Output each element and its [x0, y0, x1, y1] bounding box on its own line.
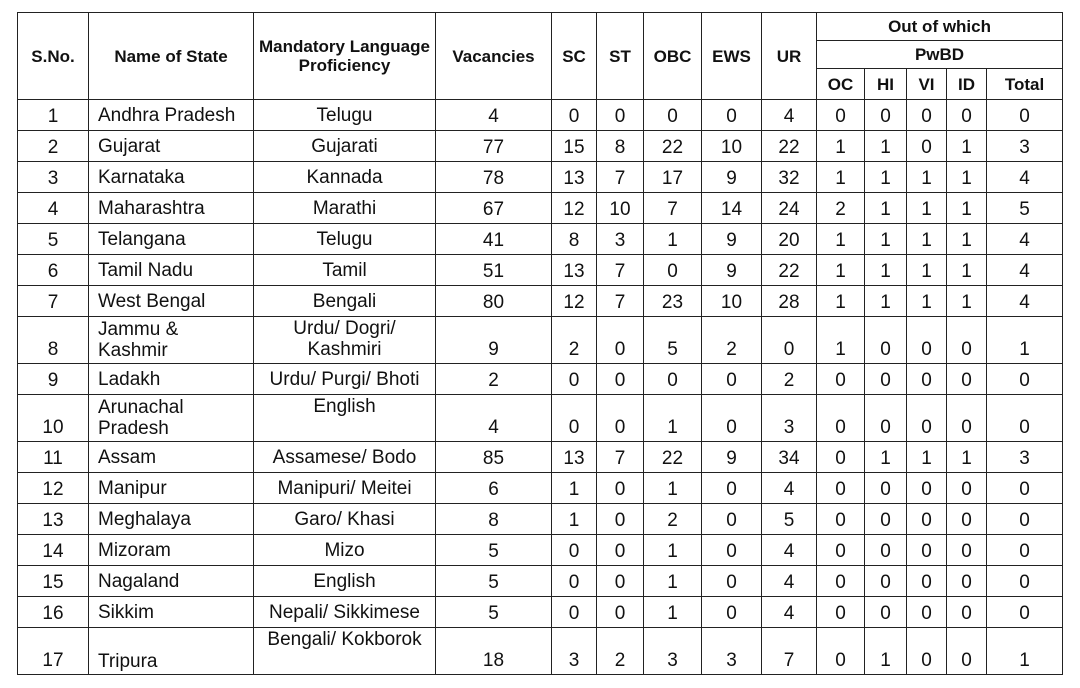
cell-ur: 4: [762, 597, 817, 628]
cell-sno: 17: [18, 628, 89, 675]
cell-id: 0: [947, 473, 987, 504]
cell-sno: 10: [18, 395, 89, 442]
cell-state: Andhra Pradesh: [89, 100, 254, 131]
cell-id: 0: [947, 597, 987, 628]
cell-ur: 22: [762, 131, 817, 162]
cell-total: 0: [987, 535, 1063, 566]
cell-obc: 5: [644, 317, 702, 364]
cell-ews: 9: [702, 162, 762, 193]
cell-obc: 1: [644, 395, 702, 442]
cell-sc: 12: [552, 286, 597, 317]
cell-ews: 0: [702, 364, 762, 395]
cell-st: 0: [597, 100, 644, 131]
cell-vi: 0: [907, 395, 947, 442]
cell-sc: 1: [552, 473, 597, 504]
header-hi: HI: [865, 69, 907, 100]
cell-language: Marathi: [254, 193, 436, 224]
cell-oc: 0: [817, 566, 865, 597]
header-ews: EWS: [702, 13, 762, 100]
cell-ur: 4: [762, 535, 817, 566]
cell-st: 7: [597, 255, 644, 286]
table-row: [18, 100, 1063, 131]
cell-state: Sikkim: [89, 597, 254, 628]
table-row: [18, 131, 1063, 162]
cell-vacancies: 80: [436, 286, 552, 317]
cell-ur: 20: [762, 224, 817, 255]
cell-hi: 1: [865, 162, 907, 193]
cell-sno: 1: [18, 100, 89, 131]
cell-oc: 0: [817, 100, 865, 131]
cell-sno: 7: [18, 286, 89, 317]
cell-vi: 0: [907, 100, 947, 131]
cell-total: 0: [987, 597, 1063, 628]
cell-vi: 0: [907, 535, 947, 566]
cell-ews: 9: [702, 255, 762, 286]
cell-ews: 9: [702, 442, 762, 473]
cell-state: West Bengal: [89, 286, 254, 317]
cell-vi: 0: [907, 364, 947, 395]
cell-state: Assam: [89, 442, 254, 473]
cell-sno: 16: [18, 597, 89, 628]
header-language: Mandatory Language Proficiency: [254, 13, 436, 100]
cell-sc: 0: [552, 364, 597, 395]
cell-sc: 8: [552, 224, 597, 255]
cell-total: 3: [987, 442, 1063, 473]
cell-ur: 4: [762, 566, 817, 597]
header-st: ST: [597, 13, 644, 100]
cell-ews: 14: [702, 193, 762, 224]
cell-sc: 15: [552, 131, 597, 162]
cell-oc: 1: [817, 131, 865, 162]
cell-state: Mizoram: [89, 535, 254, 566]
cell-id: 0: [947, 566, 987, 597]
cell-oc: 0: [817, 504, 865, 535]
cell-sno: 15: [18, 566, 89, 597]
cell-hi: 1: [865, 628, 907, 675]
cell-obc: 23: [644, 286, 702, 317]
cell-ews: 0: [702, 473, 762, 504]
cell-sno: 3: [18, 162, 89, 193]
cell-hi: 1: [865, 224, 907, 255]
header-obc: OBC: [644, 13, 702, 100]
cell-state: Ladakh: [89, 364, 254, 395]
cell-ews: 0: [702, 395, 762, 442]
cell-sc: 13: [552, 255, 597, 286]
cell-ews: 10: [702, 131, 762, 162]
table-row: [18, 255, 1063, 286]
cell-vi: 0: [907, 317, 947, 364]
cell-vacancies: 4: [436, 100, 552, 131]
table-row: [18, 597, 1063, 628]
cell-hi: 1: [865, 255, 907, 286]
cell-language: Urdu/ Purgi/ Bhoti: [254, 364, 436, 395]
table-row: [18, 162, 1063, 193]
cell-sno: 13: [18, 504, 89, 535]
cell-state: Tripura: [89, 628, 254, 675]
cell-hi: 0: [865, 473, 907, 504]
cell-oc: 0: [817, 597, 865, 628]
cell-hi: 0: [865, 395, 907, 442]
cell-ur: 2: [762, 364, 817, 395]
table-body: [18, 100, 1063, 675]
cell-state: Karnataka: [89, 162, 254, 193]
cell-id: 1: [947, 224, 987, 255]
cell-sc: 0: [552, 535, 597, 566]
table-row: [18, 224, 1063, 255]
table-row: [18, 364, 1063, 395]
cell-id: 1: [947, 131, 987, 162]
cell-hi: 0: [865, 597, 907, 628]
cell-ur: 24: [762, 193, 817, 224]
cell-ur: 22: [762, 255, 817, 286]
cell-id: 0: [947, 504, 987, 535]
cell-id: 1: [947, 255, 987, 286]
cell-obc: 7: [644, 193, 702, 224]
cell-sno: 5: [18, 224, 89, 255]
vacancy-table: [17, 12, 1063, 675]
cell-hi: 1: [865, 131, 907, 162]
cell-oc: 0: [817, 442, 865, 473]
cell-obc: 1: [644, 535, 702, 566]
cell-hi: 0: [865, 364, 907, 395]
table-header: [18, 13, 1063, 100]
cell-oc: 1: [817, 255, 865, 286]
cell-ur: 32: [762, 162, 817, 193]
cell-id: 1: [947, 162, 987, 193]
cell-st: 0: [597, 597, 644, 628]
header-sc: SC: [552, 13, 597, 100]
cell-obc: 2: [644, 504, 702, 535]
cell-language: Telugu: [254, 100, 436, 131]
cell-oc: 0: [817, 473, 865, 504]
cell-ur: 0: [762, 317, 817, 364]
cell-language: Mizo: [254, 535, 436, 566]
cell-ur: 7: [762, 628, 817, 675]
cell-vi: 1: [907, 255, 947, 286]
table-row: [18, 395, 1063, 442]
cell-obc: 1: [644, 224, 702, 255]
cell-id: 0: [947, 535, 987, 566]
cell-sc: 1: [552, 504, 597, 535]
cell-ur: 4: [762, 100, 817, 131]
cell-vi: 1: [907, 286, 947, 317]
cell-vacancies: 18: [436, 628, 552, 675]
cell-obc: 3: [644, 628, 702, 675]
cell-obc: 22: [644, 131, 702, 162]
cell-language: Assamese/ Bodo: [254, 442, 436, 473]
cell-sno: 8: [18, 317, 89, 364]
table-row: [18, 442, 1063, 473]
cell-st: 0: [597, 317, 644, 364]
cell-st: 3: [597, 224, 644, 255]
cell-st: 8: [597, 131, 644, 162]
cell-vacancies: 78: [436, 162, 552, 193]
cell-st: 0: [597, 566, 644, 597]
cell-vi: 1: [907, 224, 947, 255]
cell-vacancies: 67: [436, 193, 552, 224]
header-vacancies: Vacancies: [436, 13, 552, 100]
cell-total: 1: [987, 628, 1063, 675]
cell-id: 0: [947, 317, 987, 364]
header-ur: UR: [762, 13, 817, 100]
cell-vi: 0: [907, 597, 947, 628]
cell-ews: 0: [702, 597, 762, 628]
cell-sno: 14: [18, 535, 89, 566]
cell-sc: 13: [552, 162, 597, 193]
cell-total: 4: [987, 224, 1063, 255]
cell-st: 0: [597, 364, 644, 395]
cell-id: 0: [947, 100, 987, 131]
table-row: [18, 628, 1063, 675]
table-row: [18, 317, 1063, 364]
cell-oc: 1: [817, 162, 865, 193]
cell-hi: 0: [865, 535, 907, 566]
cell-id: 0: [947, 395, 987, 442]
cell-ur: 5: [762, 504, 817, 535]
table-row: [18, 566, 1063, 597]
cell-st: 7: [597, 162, 644, 193]
cell-ur: 28: [762, 286, 817, 317]
header-pwbd: PwBD: [817, 41, 1063, 69]
cell-sc: 2: [552, 317, 597, 364]
cell-id: 0: [947, 628, 987, 675]
cell-obc: 17: [644, 162, 702, 193]
cell-total: 0: [987, 395, 1063, 442]
cell-vacancies: 85: [436, 442, 552, 473]
cell-vi: 1: [907, 442, 947, 473]
cell-sc: 0: [552, 395, 597, 442]
cell-total: 0: [987, 364, 1063, 395]
cell-state: Gujarat: [89, 131, 254, 162]
cell-vi: 0: [907, 473, 947, 504]
cell-total: 4: [987, 255, 1063, 286]
cell-vacancies: 5: [436, 535, 552, 566]
cell-hi: 0: [865, 566, 907, 597]
cell-language: Bengali: [254, 286, 436, 317]
cell-state: Maharashtra: [89, 193, 254, 224]
cell-ews: 0: [702, 535, 762, 566]
cell-total: 4: [987, 162, 1063, 193]
cell-state: Manipur: [89, 473, 254, 504]
header-id: ID: [947, 69, 987, 100]
cell-obc: 0: [644, 255, 702, 286]
cell-ews: 10: [702, 286, 762, 317]
cell-hi: 1: [865, 442, 907, 473]
cell-oc: 0: [817, 535, 865, 566]
cell-language: Gujarati: [254, 131, 436, 162]
cell-ews: 2: [702, 317, 762, 364]
cell-sno: 2: [18, 131, 89, 162]
header-sno: S.No.: [18, 13, 89, 100]
cell-state: Tamil Nadu: [89, 255, 254, 286]
cell-obc: 1: [644, 566, 702, 597]
cell-st: 7: [597, 442, 644, 473]
header-vi: VI: [907, 69, 947, 100]
cell-vacancies: 6: [436, 473, 552, 504]
cell-ews: 0: [702, 566, 762, 597]
cell-state: Telangana: [89, 224, 254, 255]
table-row: [18, 193, 1063, 224]
cell-hi: 0: [865, 504, 907, 535]
cell-language: Garo/ Khasi: [254, 504, 436, 535]
table-row: [18, 535, 1063, 566]
cell-st: 7: [597, 286, 644, 317]
cell-sc: 0: [552, 100, 597, 131]
cell-oc: 1: [817, 286, 865, 317]
cell-state: Arunachal Pradesh: [89, 395, 254, 442]
cell-ews: 0: [702, 504, 762, 535]
cell-total: 3: [987, 131, 1063, 162]
cell-vi: 0: [907, 504, 947, 535]
cell-st: 2: [597, 628, 644, 675]
header-out-of-which: Out of which: [817, 13, 1063, 41]
cell-obc: 1: [644, 473, 702, 504]
cell-oc: 1: [817, 317, 865, 364]
cell-state: Nagaland: [89, 566, 254, 597]
cell-vacancies: 9: [436, 317, 552, 364]
cell-sc: 3: [552, 628, 597, 675]
table-row: [18, 286, 1063, 317]
cell-hi: 0: [865, 317, 907, 364]
table-row: [18, 504, 1063, 535]
cell-oc: 2: [817, 193, 865, 224]
cell-sno: 9: [18, 364, 89, 395]
cell-vi: 0: [907, 131, 947, 162]
cell-st: 0: [597, 535, 644, 566]
cell-vacancies: 4: [436, 395, 552, 442]
cell-oc: 1: [817, 224, 865, 255]
cell-obc: 1: [644, 597, 702, 628]
cell-oc: 0: [817, 364, 865, 395]
cell-language: Telugu: [254, 224, 436, 255]
cell-vacancies: 2: [436, 364, 552, 395]
header-state: Name of State: [89, 13, 254, 100]
cell-total: 0: [987, 566, 1063, 597]
cell-language: English: [254, 566, 436, 597]
cell-hi: 0: [865, 100, 907, 131]
cell-language: Urdu/ Dogri/ Kashmiri: [254, 317, 436, 364]
cell-oc: 0: [817, 395, 865, 442]
cell-ur: 3: [762, 395, 817, 442]
cell-obc: 22: [644, 442, 702, 473]
cell-st: 10: [597, 193, 644, 224]
cell-oc: 0: [817, 628, 865, 675]
cell-vi: 1: [907, 193, 947, 224]
cell-st: 0: [597, 473, 644, 504]
cell-sno: 4: [18, 193, 89, 224]
cell-sc: 0: [552, 566, 597, 597]
cell-sc: 13: [552, 442, 597, 473]
cell-total: 4: [987, 286, 1063, 317]
cell-total: 1: [987, 317, 1063, 364]
cell-vi: 0: [907, 566, 947, 597]
cell-id: 1: [947, 193, 987, 224]
table-row: [18, 473, 1063, 504]
cell-id: 1: [947, 286, 987, 317]
cell-sno: 11: [18, 442, 89, 473]
cell-sc: 0: [552, 597, 597, 628]
cell-language: Nepali/ Sikkimese: [254, 597, 436, 628]
cell-sno: 6: [18, 255, 89, 286]
cell-vacancies: 8: [436, 504, 552, 535]
cell-st: 0: [597, 395, 644, 442]
cell-vacancies: 41: [436, 224, 552, 255]
cell-ur: 34: [762, 442, 817, 473]
cell-obc: 0: [644, 100, 702, 131]
cell-language: Tamil: [254, 255, 436, 286]
cell-vacancies: 51: [436, 255, 552, 286]
cell-vacancies: 5: [436, 597, 552, 628]
cell-id: 1: [947, 442, 987, 473]
cell-ews: 0: [702, 100, 762, 131]
cell-total: 0: [987, 100, 1063, 131]
cell-id: 0: [947, 364, 987, 395]
cell-ews: 3: [702, 628, 762, 675]
cell-vi: 0: [907, 628, 947, 675]
cell-language: Kannada: [254, 162, 436, 193]
cell-language: Manipuri/ Meitei: [254, 473, 436, 504]
cell-ews: 9: [702, 224, 762, 255]
cell-ur: 4: [762, 473, 817, 504]
cell-language: English: [254, 395, 436, 442]
cell-language: Bengali/ Kokborok: [254, 628, 436, 675]
cell-total: 5: [987, 193, 1063, 224]
cell-vacancies: 77: [436, 131, 552, 162]
header-oc: OC: [817, 69, 865, 100]
cell-vi: 1: [907, 162, 947, 193]
cell-sno: 12: [18, 473, 89, 504]
cell-vacancies: 5: [436, 566, 552, 597]
cell-st: 0: [597, 504, 644, 535]
header-total: Total: [987, 69, 1063, 100]
cell-state: Jammu & Kashmir: [89, 317, 254, 364]
cell-hi: 1: [865, 193, 907, 224]
cell-total: 0: [987, 504, 1063, 535]
cell-state: Meghalaya: [89, 504, 254, 535]
cell-obc: 0: [644, 364, 702, 395]
cell-hi: 1: [865, 286, 907, 317]
cell-sc: 12: [552, 193, 597, 224]
cell-total: 0: [987, 473, 1063, 504]
